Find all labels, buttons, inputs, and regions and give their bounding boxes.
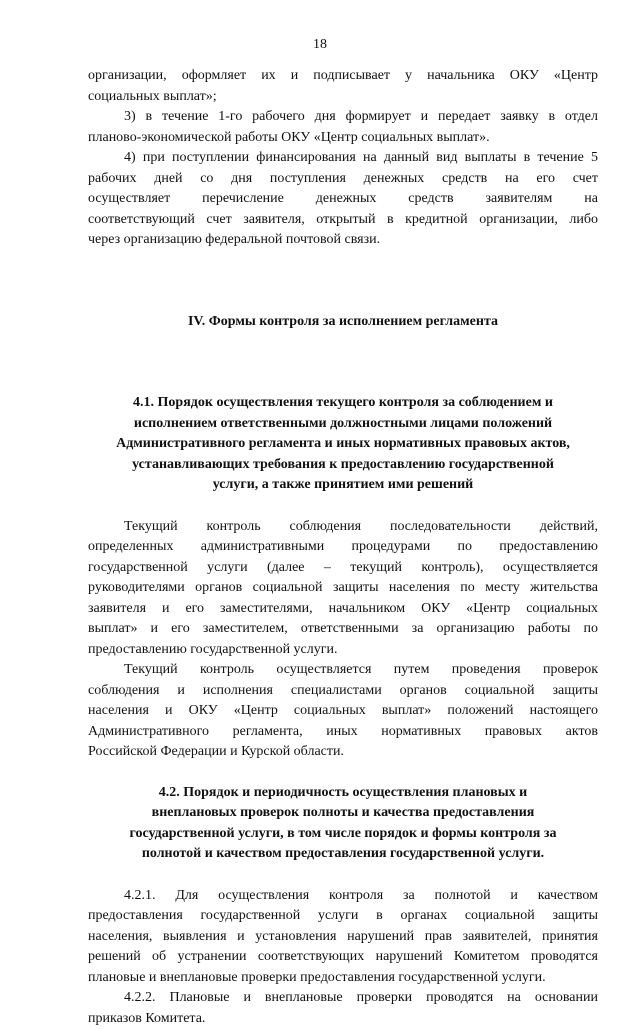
paragraph-4-2-2 [88,988,598,1029]
subsection-heading-4-2 [88,783,598,865]
text-line: населения и ОКУ «Центр социальных выплат» положений настоящего [88,701,598,722]
paragraph-item-4 [88,148,598,251]
text-line: населения, выявления и установления нарушений прав заявителей, принятия [88,927,598,948]
paragraph-control-method [88,660,598,763]
text-line: Российской Федерации и Курской области. [88,742,598,763]
paragraph-item-3 [88,107,598,148]
heading-line: исполнением ответственными должностными лицами положений [88,414,598,435]
paragraph-continuation [88,66,598,107]
text-line: 4.2.1. Для осуществления контроля за полнотой и качеством [88,886,598,907]
heading-line: внеплановых проверок полноты и качества предоставления [88,803,598,824]
text-line: планово-экономической работы ОКУ «Центр социальных выплат». [88,128,598,149]
text-line: рабочих дней со дня поступления денежных средств на его счет [88,169,598,190]
text-line: социальных выплат»; [88,87,598,108]
text-line: соблюдения и исполнения специалистами органов социальной защиты [88,681,598,702]
text-line: выплат» и его заместителем, ответственными за организацию работы по [88,619,598,640]
text-line: организации, оформляет их и подписывает у начальника ОКУ «Центр [88,66,598,87]
paragraph-4-2-1 [88,886,598,989]
text-line: 3) в течение 1-го рабочего дня формирует и передает заявку в отдел [88,107,598,128]
text-line: через организацию федеральной почтовой связи. [88,230,598,251]
text-line: Текущий контроль соблюдения последовательности действий, [88,517,598,538]
heading-line: Административного регламента и иных нормативных правовых актов, [88,434,598,455]
text-line: заявителя и его заместителями, начальником ОКУ «Центр социальных [88,599,598,620]
text-line: определенных административными процедурами по предоставлению [88,537,598,558]
text-line: руководителями органов социальной защиты населения по месту жительства [88,578,598,599]
subsection-heading-4-1 [88,393,598,496]
page-number: 18 [0,37,640,53]
heading-line: полнотой и качеством предоставления государственной услуги. [88,844,598,865]
heading-line: услуги, а также принятием ими решений [88,475,598,496]
text-line: решений об устранении соответствующих нарушений Комитетом проводятся [88,947,598,968]
heading-line: 4.2. Порядок и периодичность осуществления плановых и [88,783,598,804]
heading-line: государственной услуги, в том числе порядок и формы контроля за [88,824,598,845]
text-line: Административного регламента, иных нормативных правовых актов [88,722,598,743]
text-line: государственной услуги (далее – текущий контроль), осуществляется [88,558,598,579]
text-line: Текущий контроль осуществляется путем проведения проверок [88,660,598,681]
section-heading [88,271,598,374]
text-line: 4) при поступлении финансирования на данный вид выплаты в течение 5 [88,148,598,169]
document-body [88,66,598,1029]
text-line: предоставлению государственной услуги. [88,640,598,661]
section-title: IV. Формы контроля за исполнением регламента [88,312,598,333]
paragraph-current-control [88,517,598,661]
text-line: приказов Комитета. [88,1009,598,1029]
heading-line: устанавливающих требования к предоставлению государственной [88,455,598,476]
heading-line: 4.1. Порядок осуществления текущего контроля за соблюдением и [88,393,598,414]
text-line: соответствующий счет заявителя, открытый в кредитной организации, либо [88,210,598,231]
text-line: плановые и внеплановые проверки предоставления государственной услуги. [88,968,598,989]
text-line: предоставления государственной услуги в органах социальной защиты [88,906,598,927]
text-line: 4.2.2. Плановые и внеплановые проверки проводятся на основании [88,988,598,1009]
text-line: осуществляет перечисление денежных средств заявителям на [88,189,598,210]
